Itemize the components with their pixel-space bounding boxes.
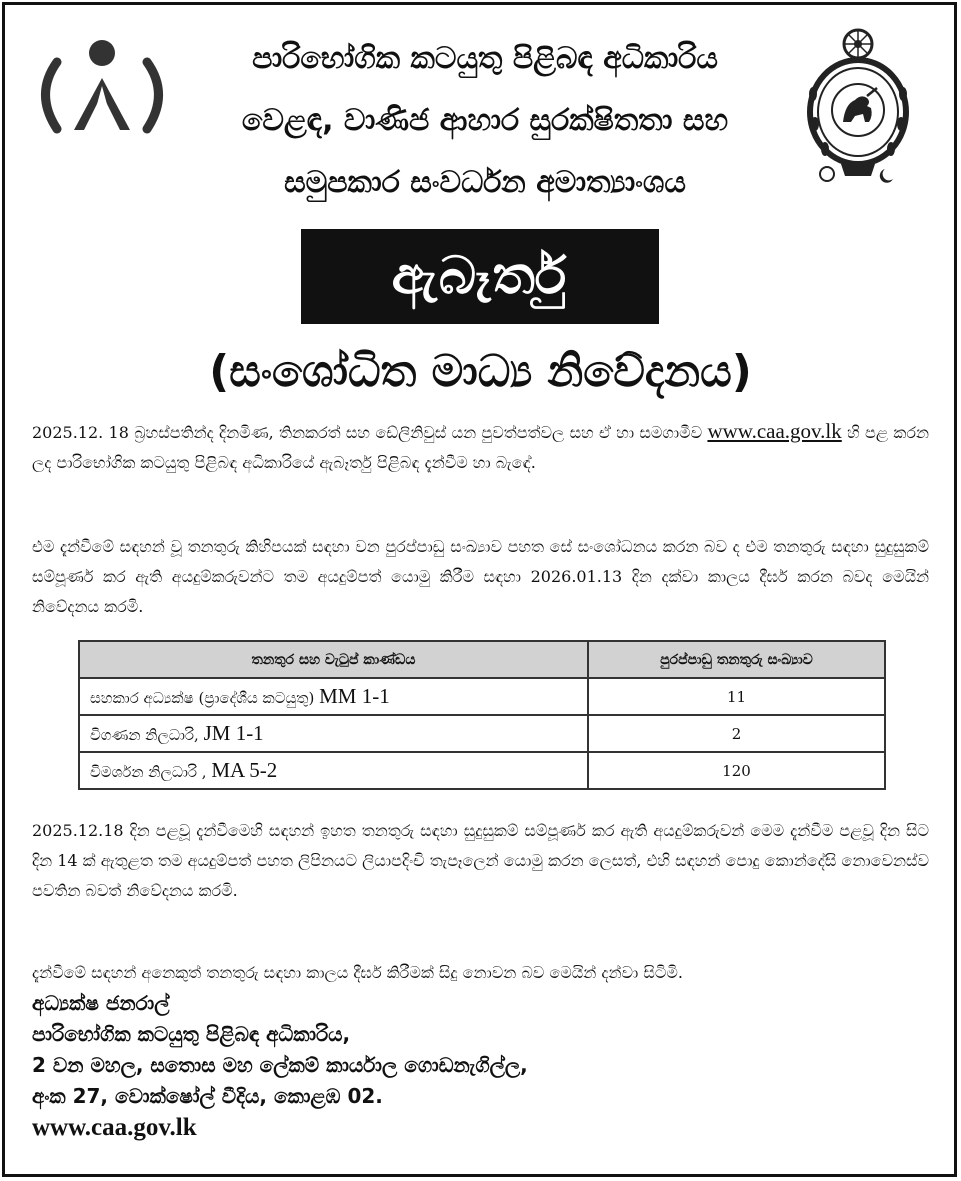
post-cell [79,678,588,715]
column-header-post: තනතුර සහ වැටුප් කාණ්ඩය [79,641,588,678]
vacancy-count: 120 [588,752,885,789]
vacancy-table-container [78,640,886,790]
paragraph-reference-text-cont: හි පළ කරන ලද පාරිභෝගික කටයුතු පිළිබඳ අධිකාරියේ ඇබෑර්තු පිළිබඳ දැන්වීම හා බැඳේ. [32,423,929,472]
authority-name: පාරිභෝගික කටයුතු පිළිබඳ අධිකාරිය [252,41,718,76]
salary-code: MA 5-2 [211,758,278,782]
post-name: විගණන නිලධාරි, [90,726,199,744]
signatory-organization: පාරිභෝගික කටයුතු පිළිබඳ අධිකාරිය, [32,1022,351,1046]
footer-website-link[interactable]: www.caa.gov.lk [32,1114,197,1141]
signatory-title: අධ්‍යක්ෂ ජනරාල් [32,991,170,1015]
vacancy-count: 2 [588,715,885,752]
table-header-row [79,641,885,678]
vacancy-count: 11 [588,678,885,715]
paragraph-amendment: එම දැන්වීමේ සඳහන් වූ තනතුරු කිහිපයක් සඳහා වන පුරප්පාඩු සංඛ්‍යාව පහත සේ සංශෝධනය කරන බව ද එම තනතුරු සඳහා සුදුසුකම් සම්පූර්ණ කර ඇති අයදුම්කරුවන්ට තම අයදුම්පත් යොමු කිරීම සඳහා 2026.01.13 දින දක්වා කාලය දීර්ඝ කරන බවද මෙයින් නිවේදනය කරමි. [32,537,929,616]
paragraph-reference [32,416,929,478]
vacancy-table [78,640,886,790]
paragraph-instructions: 2025.12.18 දින පළවූ දැන්වීමෙහි සඳහන් ඉහත තනතුරු සඳහා සුදුසුකම් සම්පූර්ණ කර ඇති අයදුම්කරුවන් මෙම දැන්වීම පළවූ දින සිට දින 14 ක් ඇතුළත තම අයදුම්පත් පහත ලිපිනයට ලියාපදිංචි තැපෑලෙන් යොමු කරන ලෙසත්, එහි සඳහන් පොදු කොන්දේසි නොවෙනස්ව පවතින බවත් නිවේදනය කරමි. [32,821,929,900]
post-name: සහකාර අධ්‍යක්ෂ (ප්‍රාදේශීය කටයුතු) [90,689,315,707]
sri-lanka-national-emblem-icon [805,24,911,186]
page-subtitle: (සංශෝධිත මාධ්‍ය නිවේදනය) [209,346,752,397]
ministry-name-line1: වෙළඳ, වාණිජ ආහාර සුරක්ෂිතතා සහ [241,103,729,138]
ministry-name-line2: සමුපකාර සංවර්ධන අමාත්‍යාංශය [284,165,686,200]
paragraph-reference-text: 2025.12. 18 බ්‍රහස්පතින්ද දිනමිණ, තිනකරත් සහ ඩේලිනිවුස් යන පුවත්පත්වල සහ ඒ හා සමගාමීව [32,423,703,442]
salary-code: MM 1-1 [319,684,390,708]
address-line1: 2 වන මහල, සතොස මහ ලේකම් කාර්යාල ගොඩනැගිල්ල, [32,1053,528,1077]
caa-logo-icon [32,34,172,144]
post-cell [79,752,588,789]
table-row [79,752,885,789]
title-banner [301,229,659,324]
column-header-vacancies: පුරප්පාඩු තනතුරු සංඛ්‍යාව [588,641,885,678]
paragraph-note: දැන්වීමේ සඳහන් අනෙකුත් තනතුරු සඳහා කාලය දීර්ඝ කිරීමක් සිදු නොවන බව මෙයින් දන්වා සිටිමි. [32,963,683,982]
header [0,0,961,230]
salary-code: JM 1-1 [203,721,264,745]
header-title-block [180,28,790,214]
post-name: විමර්ශන නිලධාරි , [90,763,207,781]
signature-block [32,988,922,1143]
post-cell [79,715,588,752]
website-link[interactable]: www.caa.gov.lk [707,419,842,443]
table-row [79,715,885,752]
page-title: ඇබෑර්තු [391,246,569,306]
table-row [79,678,885,715]
address-line2: අංක 27, වොක්ෂෝල් වීදිය, කොළඹ 02. [32,1084,383,1108]
